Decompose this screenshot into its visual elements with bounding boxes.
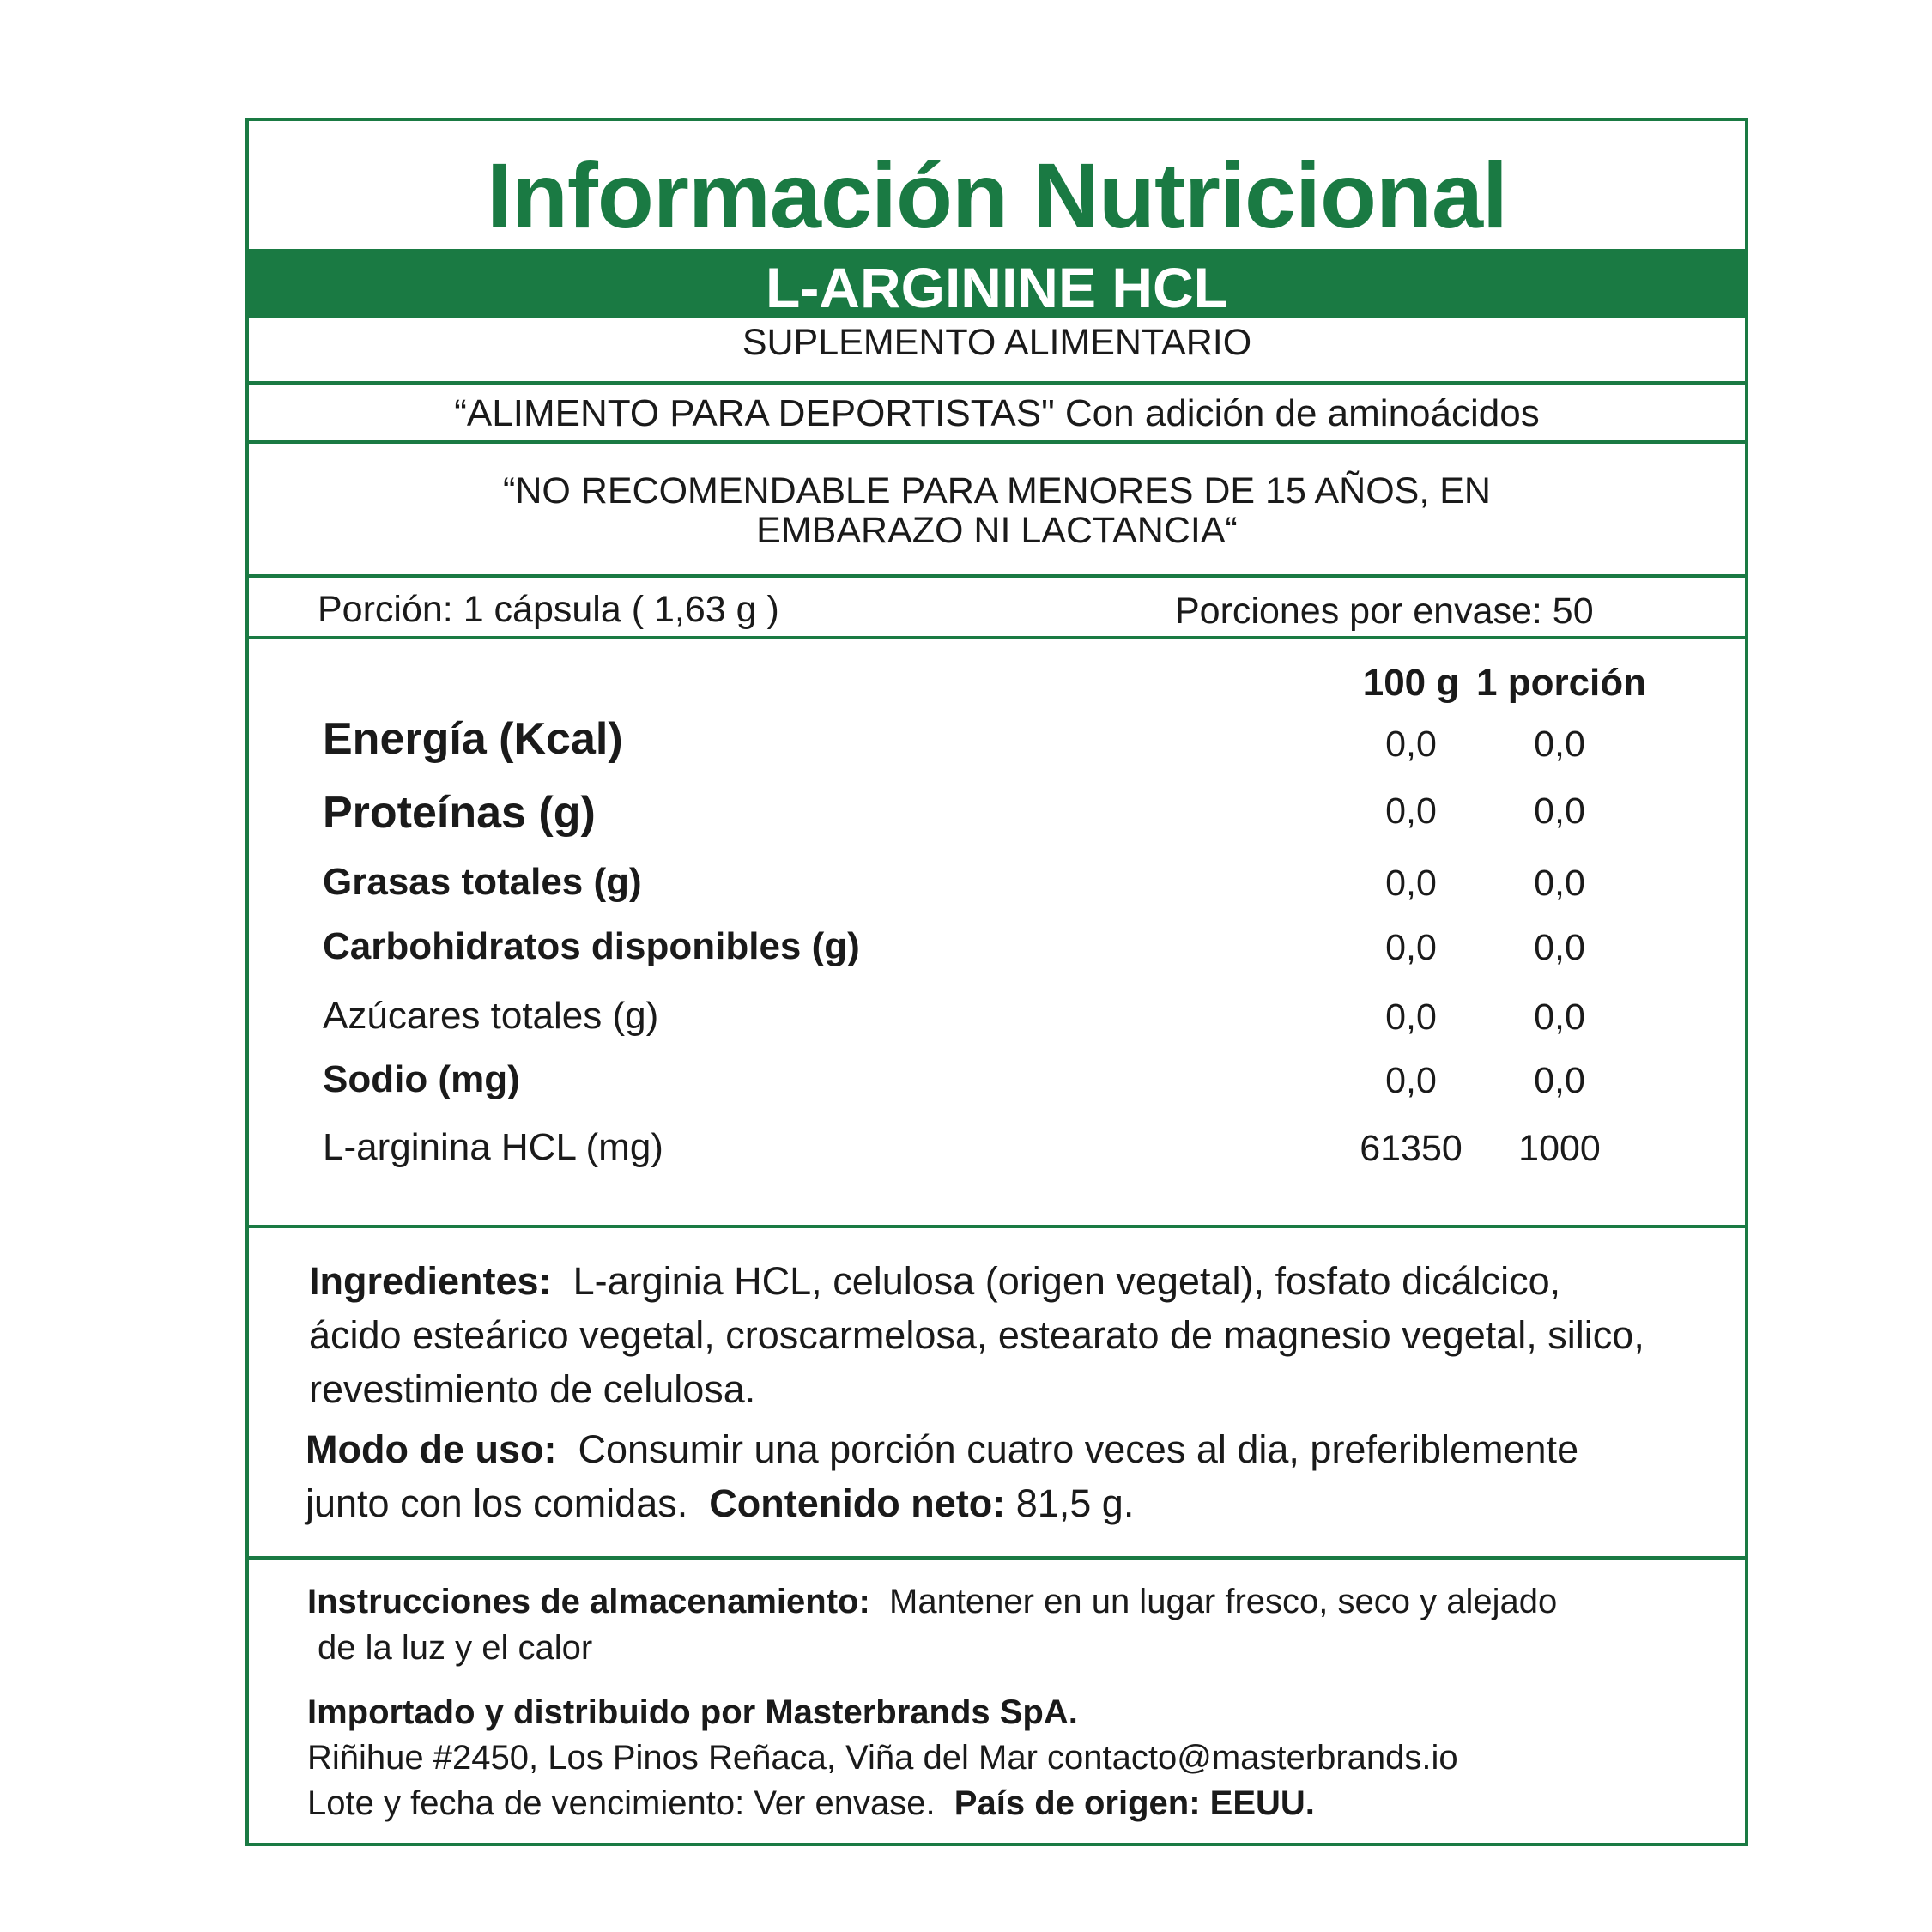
divider [249,440,1745,444]
nutrition-label [245,118,1748,1846]
usage-line-1 [306,1422,1578,1476]
net-content-value: 81,5 g. [1015,1481,1135,1525]
column-header-100g: 100 g [1362,662,1460,704]
divider [249,1225,1745,1228]
row-value-100g: 0,0 [1385,996,1437,1038]
warning-line-1: “NO RECOMENDABLE PARA MENORES DE 15 AÑOS, EN [503,470,1491,512]
product-name-band: L-ARGININE HCL [249,249,1745,318]
row-label: L-arginina HCL (mg) [323,1126,663,1168]
lot-text: Lote y fecha de vencimiento: Ver envase. [307,1784,936,1822]
storage-line-1 [307,1578,1557,1625]
column-header-portion: 1 porción [1476,662,1647,704]
row-label: Sodio (mg) [323,1058,520,1100]
row-value-portion: 1000 [1518,1128,1601,1169]
claim-text: “ALIMENTO PARA DEPORTISTAS" Con adición de aminoácidos [454,392,1540,434]
category-text: SUPLEMENTO ALIMENTARIO [742,322,1252,363]
row-label: Proteínas (g) [323,788,596,838]
ingredients-line-2: ácido esteárico vegetal, croscarmelosa, estearato de magnesio vegetal, silico, [309,1313,1644,1357]
label-title: Información Nutricional [486,143,1508,247]
origin-text: País de origen: EEUU. [954,1784,1315,1822]
ingredients-line-3: revestimiento de celulosa. [309,1367,756,1411]
storage-text: Mantener en un lugar fresco, seco y alejado [889,1583,1558,1620]
divider [249,381,1745,385]
row-value-portion: 0,0 [1534,1060,1585,1101]
row-value-100g: 0,0 [1385,927,1437,968]
row-value-portion: 0,0 [1534,724,1585,765]
ingredients-line-1 [309,1254,1560,1308]
storage-heading: Instrucciones de almacenamiento: [307,1583,870,1620]
usage-line-2 [306,1476,1134,1530]
row-value-100g: 0,0 [1385,863,1437,904]
divider [249,574,1745,578]
row-value-portion: 0,0 [1534,927,1585,968]
warning-text [249,471,1745,550]
importer-address: Riñihue #2450, Los Pinos Reñaca, Viña del Mar contacto@masterbrands.io [307,1739,1458,1777]
row-label: Grasas totales (g) [323,861,642,903]
serving-size: Porción: 1 cápsula ( 1,63 g ) [318,589,779,630]
storage-line-2: de la luz y el calor [318,1629,593,1667]
row-value-100g: 0,0 [1385,1060,1437,1101]
row-value-100g: 0,0 [1385,790,1437,832]
warning-line-2: EMBARAZO NI LACTANCIA“ [756,510,1238,551]
row-value-100g: 61350 [1360,1128,1463,1169]
divider [249,636,1745,639]
usage-text-2: junto con los comidas. [306,1481,688,1525]
row-value-portion: 0,0 [1534,863,1585,904]
row-value-portion: 0,0 [1534,996,1585,1038]
row-value-100g: 0,0 [1385,724,1437,765]
importer-heading: Importado y distribuido por Masterbrands SpA. [307,1693,1078,1731]
row-label: Azúcares totales (g) [323,995,659,1037]
ingredients-heading: Ingredientes: [309,1259,552,1303]
ingredients-text: L-arginia HCL, celulosa (origen vegetal), fosfato dicálcico, [572,1259,1561,1303]
lot-line [307,1780,1315,1826]
row-label: Energía (Kcal) [323,714,623,764]
servings-per-container: Porciones por envase: 50 [1175,591,1594,632]
row-value-portion: 0,0 [1534,790,1585,832]
row-label: Carbohidratos disponibles (g) [323,925,860,967]
usage-heading: Modo de uso: [306,1427,557,1471]
net-content-heading: Contenido neto: [709,1481,1006,1525]
usage-text: Consumir una porción cuatro veces al dia, preferiblemente [578,1427,1579,1471]
divider [249,1556,1745,1560]
